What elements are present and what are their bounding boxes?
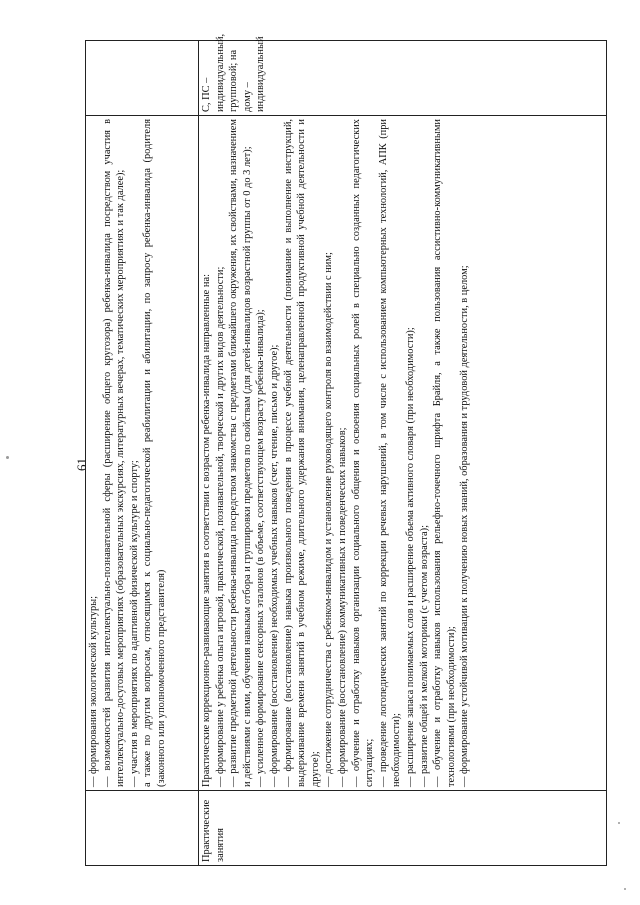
list-item: — развитие предметной деятельности ребенка-инвалида посредством знакомства с предметами ближайшего окружения, их свойствами, назначением и действиями с ними, обучения навыкам отбора и группировки предметов по свойствам (для детей-инвалидов возрастной группы от 0 до 3 лет); [228, 119, 253, 787]
row-content-cell [86, 116, 199, 791]
table-row [86, 41, 199, 866]
row-form-cell [86, 41, 199, 116]
scan-speck [618, 822, 620, 824]
list-item: — развитие общей и мелкой моторики (с учетом возраста); [418, 525, 430, 787]
list-item: — возможностей развития интеллектуально-познавательной сферы (расширение общего кругозора) ребенка-инвалида посредством участия в интеллектуально-досуговых мероприятиях (образовательных экскурсиях, литературных вечерах, тематических мероприятиях и так далее); [101, 119, 127, 787]
scan-speck [6, 456, 9, 459]
row-content-cell [199, 116, 607, 791]
list-item: — достижение сотрудничества с ребенком-инвалидом и установление руководящего контроля во взаимодействии с ним; [323, 252, 335, 787]
row-title-cell [86, 791, 199, 866]
list-item: — усиленное формирование сенсорных эталонов (в объеме, соответствующем возрасту ребенка-инвалида); [255, 309, 267, 787]
list-item: — расширение запаса понимаемых слов и расширение объема активного словаря (при необходимости); [404, 327, 416, 787]
list-item: — обучение и отработку навыков использования рельефно-точечного шрифта Брайля, а также пользования ассистивно-коммуникативными технологиями (при необходимости); [432, 119, 457, 787]
scan-speck [624, 888, 626, 890]
rotated-page [65, 33, 605, 866]
row-title-cell: Практические занятия [199, 791, 607, 866]
services-table [85, 33, 607, 866]
list-item: — формирования экологической культуры; [88, 595, 99, 787]
list-item: — обучение и отработку навыков организации социального общения и освоения социальных ролей в специально созданных педагогических ситуациях; [350, 119, 376, 787]
row-form-cell: С, ПС – индивидуальный, групповой; на дому – индивидуальный [199, 41, 607, 116]
list-item: — участия в мероприятиях по адаптивной физической культуре и спорту; [128, 460, 140, 787]
list-item: а также по другим вопросам, относящимся к социально-педагогической реабилитации и абилитации, по запросу ребенка-инвалида (родителя (законного или уполномоченного представителя) [142, 119, 167, 787]
list-item: — формирование устойчивой мотивации к получению новых знаний, образования и трудовой деятельности, в целом; [459, 265, 471, 787]
list-item: — формирование (восстановление) необходимых учебных навыков (счет, чтение, письмо и другое); [268, 344, 280, 787]
list-item: — проведение логопедических занятий по коррекции речевых нарушений, в том числе с использованием компьютерных технологий, АПК (при необходимости); [377, 119, 403, 787]
list-item: — формирование (восстановление) коммуникативных и поведенческих навыков; [336, 427, 348, 787]
list-item: — формирование у ребенка опыта игровой, практической, познавательной, творческой и других видов деятельности; [214, 266, 226, 787]
page-number: 61 [74, 458, 89, 471]
list-item: Практические коррекционно-развивающие занятия в соответствии с возрастом ребенка-инвалида направленные на: [201, 274, 212, 787]
list-item: — формирование (восстановление) навыка произвольного поведения в процессе учебной деятельности (понимание и выполнение инструкций, выдерживание времени занятий в учебном режиме, длительного удержания внимания, целенаправленной продуктивной учебной деятельности и другое); [282, 119, 321, 787]
table-row [199, 41, 607, 866]
